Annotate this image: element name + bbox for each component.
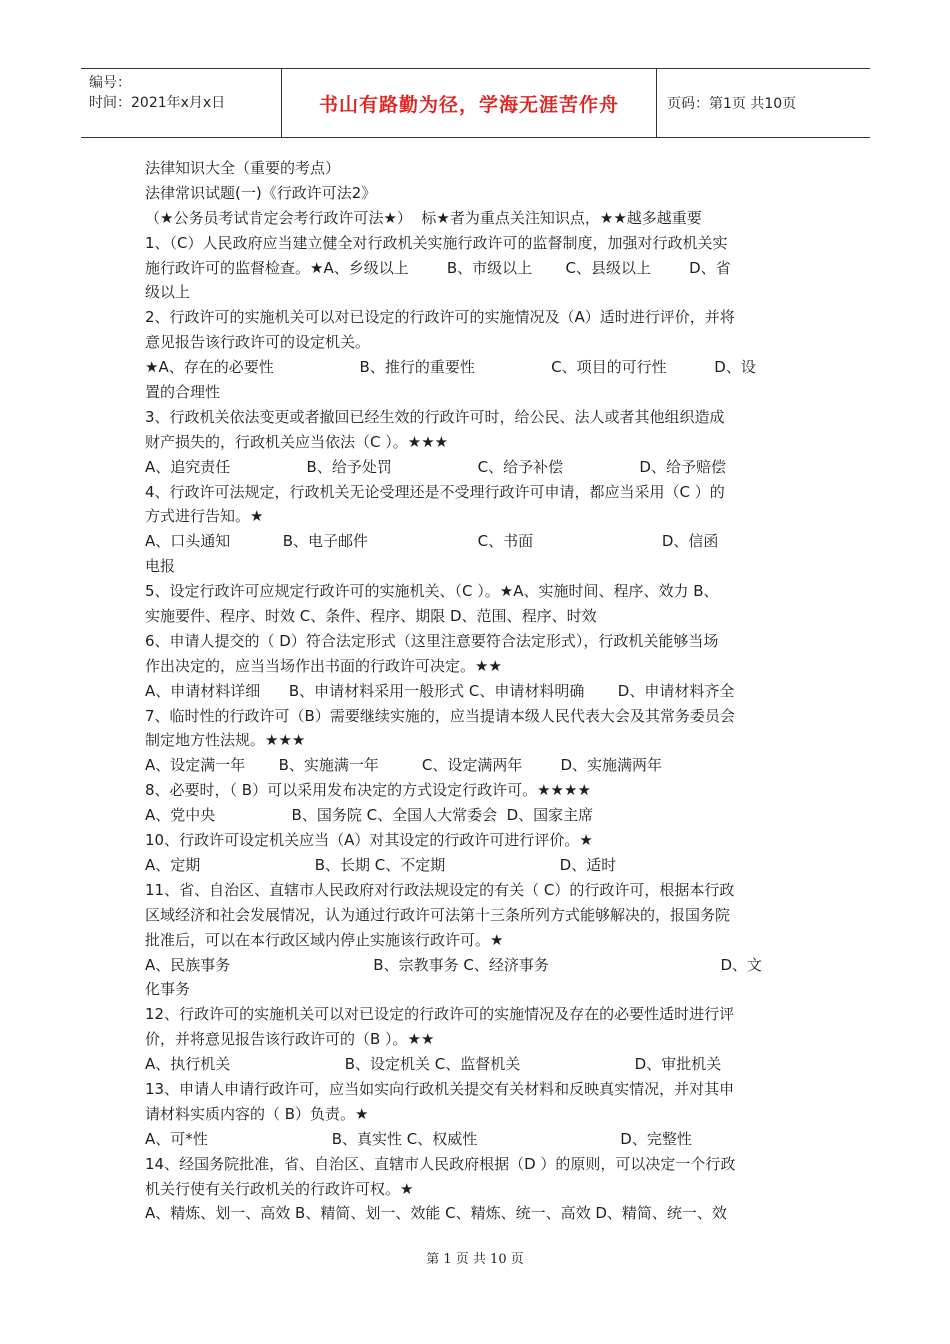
text-line: 级以上 <box>145 283 191 302</box>
text-line: 4、行政许可法规定，行政机关无论受理还是不受理行政许可申请，都应当采用（C ）的 <box>145 482 725 501</box>
header-left-cell <box>81 69 281 137</box>
text-line: 财产损失的，行政机关应当依法（C ）。★★★ <box>145 432 449 451</box>
text-line: A、追究责任 B、给予处罚 C、给予补偿 D、给予赔偿 <box>145 457 726 476</box>
text-line: 机关行使有关行政机关的行政许可权。★ <box>145 1179 414 1198</box>
text-line: 法律常识试题(一)《行政许可法2》 <box>145 183 377 202</box>
text-line: 价，并将意见报告该行政许可的（B ）。★★ <box>145 1030 435 1049</box>
text-line: 制定地方性法规。★★★ <box>145 731 306 750</box>
text-line: 7、临时性的行政许可（B）需要继续实施的，应当提请本级人民代表大会及其常务委员会 <box>145 706 735 725</box>
header-page-info: 页码：第1页 共10页 <box>667 96 797 112</box>
text-line: A、申请材料详细 B、申请材料采用一般形式 C、申请材料明确 D、申请材料齐全 <box>145 681 735 700</box>
text-line: A、执行机关 B、设定机关 C、监督机关 D、审批机关 <box>145 1055 722 1074</box>
text-line: 1、（C）人民政府应当建立健全对行政机关实施行政许可的监督制度，加强对行政机关实 <box>145 233 728 252</box>
text-line: 区域经济和社会发展情况，认为通过行政许可法第十三条所列方式能够解决的，报国务院 <box>145 905 731 924</box>
text-line: ★A、存在的必要性 B、推行的重要性 C、项目的可行性 D、设 <box>145 358 756 377</box>
text-line: 施行政许可的监督检查。★A、乡级以上 B、市级以上 C、县级以上 D、省 <box>145 258 731 277</box>
text-line: 2、行政许可的实施机关可以对已设定的行政许可的实施情况及（A）适时进行评价，并将 <box>145 308 735 327</box>
header-table <box>81 68 870 138</box>
text-line: A、精炼、划一、高效 B、精简、划一、效能 C、精炼、统一、高效 D、精简、统一、效 <box>145 1204 727 1223</box>
text-line: 6、申请人提交的（ D）符合法定形式（这里注意要符合法定形式），行政机关能够当场 <box>145 631 719 650</box>
header-motto: 书山有路勤为径，学海无涯苦作舟 <box>281 69 657 137</box>
text-line: 作出决定的，应当当场作出书面的行政许可决定。★★ <box>145 656 502 675</box>
text-line: 11、省、自治区、直辖市人民政府对行政法规设定的有关（ C）的行政许可，根据本行政 <box>145 880 735 899</box>
text-line: A、党中央 B、国务院 C、全国人大常委会 D、国家主席 <box>145 806 594 825</box>
text-line: 14、经国务院批准，省、自治区、直辖市人民政府根据（D ）的原则，可以决定一个行政 <box>145 1154 736 1173</box>
text-line: 实施要件、程序、时效 C、条件、程序、期限 D、范围、程序、时效 <box>145 607 597 626</box>
number-label: 编号： <box>89 75 131 91</box>
document-body <box>145 156 807 1226</box>
text-line: 13、申请人申请行政许可，应当如实向行政机关提交有关材料和反映真实情况，并对其申 <box>145 1079 735 1098</box>
text-line: A、定期 B、长期 C、不定期 D、适时 <box>145 855 617 874</box>
text-line: 置的合理性 <box>145 383 221 402</box>
text-line: 电报 <box>145 557 176 576</box>
text-line: 意见报告该行政许可的设定机关。 <box>145 333 371 352</box>
text-line: 请材料实质内容的（ B）负责。★ <box>145 1104 369 1123</box>
text-line: A、民族事务 B、宗教事务 C、经济事务 D、文 <box>145 955 763 974</box>
text-line: 8、必要时，（ B）可以采用发布决定的方式设定行政许可。★★★★ <box>145 781 591 800</box>
text-line: 5、设定行政许可应规定行政许可的实施机关、（C ）。★A、实施时间、程序、效力 B、 <box>145 582 719 601</box>
text-line: A、设定满一年 B、实施满一年 C、设定满两年 D、实施满两年 <box>145 756 663 775</box>
page-footer: 第 1 页 共 10 页 <box>426 1252 524 1267</box>
text-line: 化事务 <box>145 980 191 999</box>
text-line: A、可*性 B、真实性 C、权威性 D、完整性 <box>145 1129 692 1148</box>
text-line: A、口头通知 B、电子邮件 C、书面 D、信函 <box>145 532 719 551</box>
text-line: 12、行政许可的实施机关可以对已设定的行政许可的实施情况及存在的必要性适时进行评 <box>145 1005 735 1024</box>
text-line: 3、行政机关依法变更或者撤回已经生效的行政许可时，给公民、法人或者其他组织造成 <box>145 407 725 426</box>
text-line: 批准后，可以在本行政区域内停止实施该行政许可。★ <box>145 930 504 949</box>
date-text: 时间：2021年x月x日 <box>89 95 226 111</box>
text-line: 方式进行告知。★ <box>145 507 264 526</box>
text-line: 10、行政许可设定机关应当（A）对其设定的行政许可进行评价。★ <box>145 831 593 850</box>
text-line: 法律知识大全（重要的考点） <box>145 159 341 177</box>
text-line: （★公务员考试肯定会考行政许可法★） 标★者为重点关注知识点，★★越多越重要 <box>145 208 702 227</box>
